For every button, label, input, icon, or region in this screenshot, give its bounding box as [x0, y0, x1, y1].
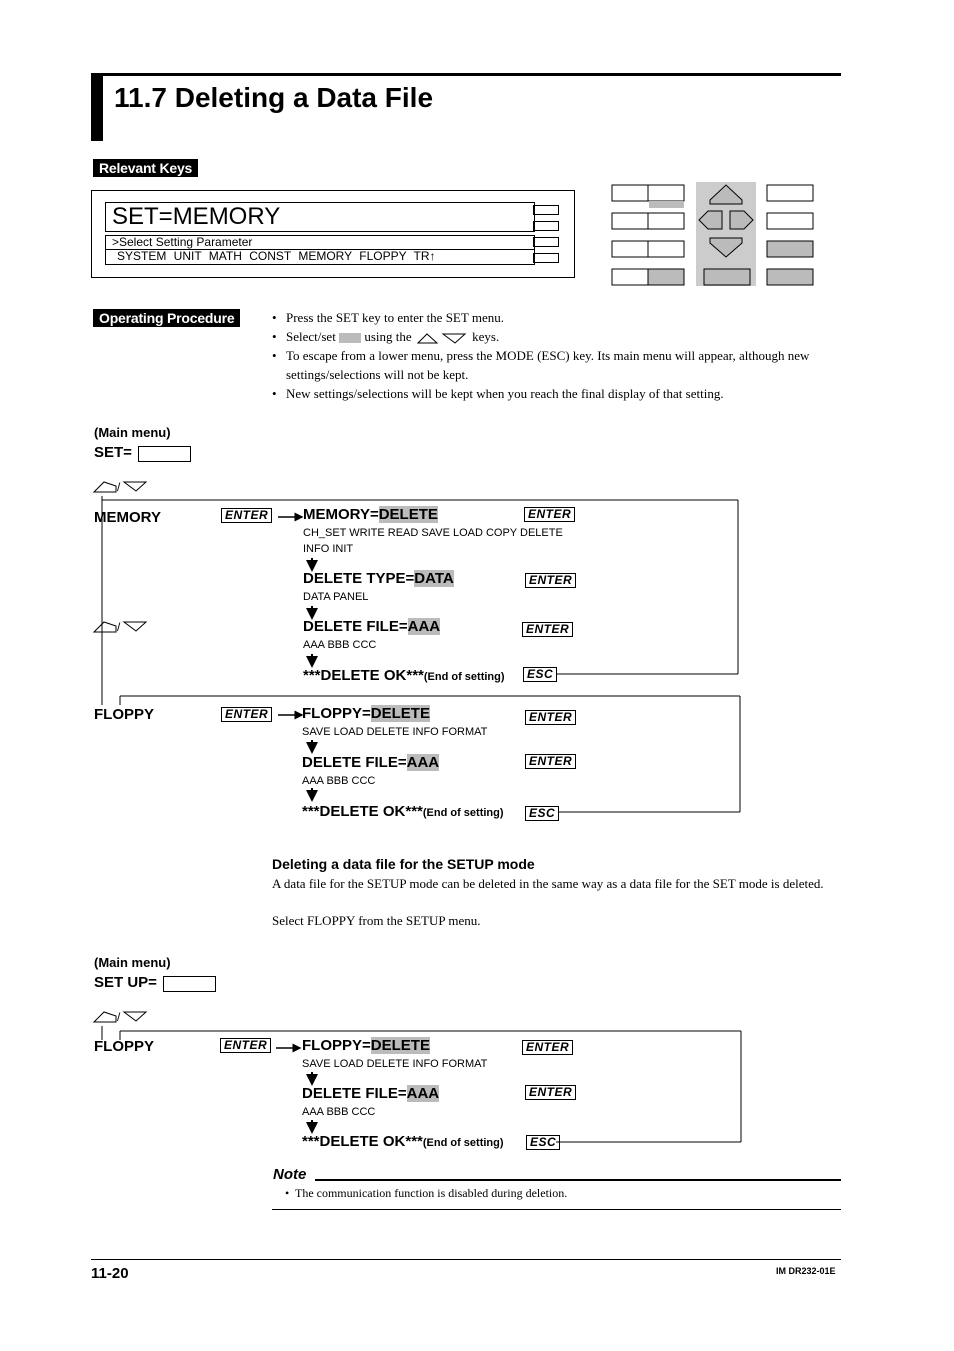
setup-value-box: [163, 976, 216, 992]
procedure-text: Select/set: [286, 329, 336, 344]
enter-key: ENTER: [522, 1040, 573, 1055]
lcd-sub-lines: [105, 235, 535, 265]
delete-type-options: DATA PANEL: [303, 591, 369, 603]
selected-value: AAA: [407, 618, 441, 635]
memory-options: CH_SET WRITE READ SAVE LOAD COPY DELETE: [303, 527, 563, 539]
file-options: AAA BBB CCC: [302, 1106, 376, 1118]
up-down-keys-icon: [415, 331, 469, 345]
label-text: ***DELETE OK***: [302, 1133, 423, 1150]
enter-key: ENTER: [524, 507, 575, 522]
main-menu-label: (Main menu): [94, 425, 171, 440]
procedure-item: • Press the SET key to enter the SET menu.: [272, 308, 842, 327]
floppy-eq-label: [302, 705, 430, 722]
note-text: The communication function is disabled during deletion.: [294, 1186, 568, 1200]
delete-ok-label: [302, 1133, 504, 1150]
label-text: MEMORY=: [303, 506, 379, 523]
file-options: AAA BBB CCC: [302, 775, 376, 787]
delete-ok-label: [303, 667, 505, 684]
svg-text:/: /: [117, 620, 121, 634]
operating-procedure-tag: Operating Procedure: [93, 309, 240, 327]
esc-key: ESC: [523, 667, 557, 682]
note-title: Note: [273, 1166, 307, 1183]
procedure-item: [272, 327, 842, 346]
lcd-sub-line1: >Select Setting Parameter: [112, 235, 253, 249]
label-text: DELETE FILE=: [302, 1085, 407, 1102]
note-rule: [315, 1179, 841, 1181]
selected-value: DELETE: [370, 1037, 430, 1054]
relevant-keys-tag: Relevant Keys: [93, 159, 198, 177]
menu-item-memory: MEMORY: [94, 509, 161, 526]
floppy-options: SAVE LOAD DELETE INFO FORMAT: [302, 726, 488, 738]
keypad-illustration: [610, 180, 820, 290]
enter-key: ENTER: [525, 710, 576, 725]
setup-paragraph: A data file for the SETUP mode can be deleted in the same way as a data file for the SET mode is deleted.: [272, 876, 824, 891]
delete-ok-label: [302, 803, 504, 820]
enter-key: ENTER: [525, 573, 576, 588]
menu-item-floppy: FLOPPY: [94, 706, 155, 723]
enter-key: ENTER: [220, 1038, 271, 1053]
label-text: DELETE FILE=: [302, 754, 407, 771]
end-of-setting: (End of setting): [422, 807, 504, 819]
procedure-text: keys.: [472, 329, 500, 344]
enter-key: ENTER: [221, 707, 272, 722]
menu-item-floppy: FLOPPY: [94, 1038, 155, 1055]
enter-key: ENTER: [221, 508, 272, 523]
note-bottom-rule: [272, 1209, 841, 1210]
label-text: FLOPPY=: [302, 705, 371, 722]
memory-eq-label: [303, 506, 438, 523]
title-rule: [103, 73, 841, 76]
title-bar: [91, 73, 103, 141]
label-text: DELETE TYPE=: [303, 570, 415, 587]
doc-id: IM DR232-01E: [776, 1266, 836, 1276]
delete-file-label: [302, 754, 439, 771]
highlight-swatch: [339, 333, 361, 343]
lcd-soft-key: [533, 253, 559, 263]
delete-file-label: [302, 1085, 439, 1102]
lcd-soft-key: [533, 205, 559, 215]
procedure-item: • To escape from a lower menu, press the MODE (ESC) key. Its main menu will appear, although new settings/selections will not be kept.: [272, 346, 842, 384]
label-text: ***DELETE OK***: [303, 667, 424, 684]
floppy-eq-label: [302, 1037, 430, 1054]
procedure-item: • New settings/selections will be kept when you reach the final display of that setting.: [272, 384, 842, 403]
enter-key: ENTER: [525, 1085, 576, 1100]
lcd-sub-line2: SYSTEM UNIT MATH CONST MEMORY FLOPPY TR↑: [106, 249, 534, 263]
label-text: DELETE FILE=: [303, 618, 408, 635]
setup-label: SET UP=: [94, 974, 157, 991]
end-of-setting: (End of setting): [422, 1137, 504, 1149]
lcd-soft-key: [533, 237, 559, 247]
delete-file-label: [303, 618, 440, 635]
page-title: 11.7 Deleting a Data File: [114, 82, 434, 113]
set-label: SET=: [94, 444, 132, 461]
label-text: FLOPPY=: [302, 1037, 371, 1054]
lcd-soft-key: [533, 221, 559, 231]
enter-key: ENTER: [525, 754, 576, 769]
esc-key: ESC: [525, 806, 559, 821]
selected-value: DELETE: [370, 705, 430, 722]
lcd-main-line: SET=MEMORY: [105, 202, 535, 232]
end-of-setting: (End of setting): [423, 671, 505, 683]
footer-rule: [91, 1259, 841, 1260]
set-value-box: [138, 446, 191, 462]
selected-value: DATA: [414, 570, 454, 587]
procedure-list: [272, 308, 842, 403]
enter-key: ENTER: [522, 622, 573, 637]
esc-key: ESC: [526, 1135, 560, 1150]
delete-type-label: [303, 570, 454, 587]
file-options: AAA BBB CCC: [303, 639, 377, 651]
procedure-text: using the: [364, 329, 412, 344]
label-text: ***DELETE OK***: [302, 803, 423, 820]
selected-value: DELETE: [378, 506, 438, 523]
selected-value: AAA: [406, 1085, 440, 1102]
main-menu-label: (Main menu): [94, 955, 171, 970]
floppy-options: SAVE LOAD DELETE INFO FORMAT: [302, 1058, 488, 1070]
setup-heading: Deleting a data file for the SETUP mode: [272, 856, 535, 872]
setup-paragraph: Select FLOPPY from the SETUP menu.: [272, 913, 481, 928]
note-item: • The communication function is disabled during deletion.: [285, 1186, 568, 1200]
selected-value: AAA: [406, 754, 440, 771]
svg-text:/: /: [117, 1010, 121, 1024]
page-number: 11-20: [91, 1265, 129, 1282]
memory-options-2: INFO INIT: [303, 543, 354, 555]
svg-text:/: /: [117, 480, 121, 494]
